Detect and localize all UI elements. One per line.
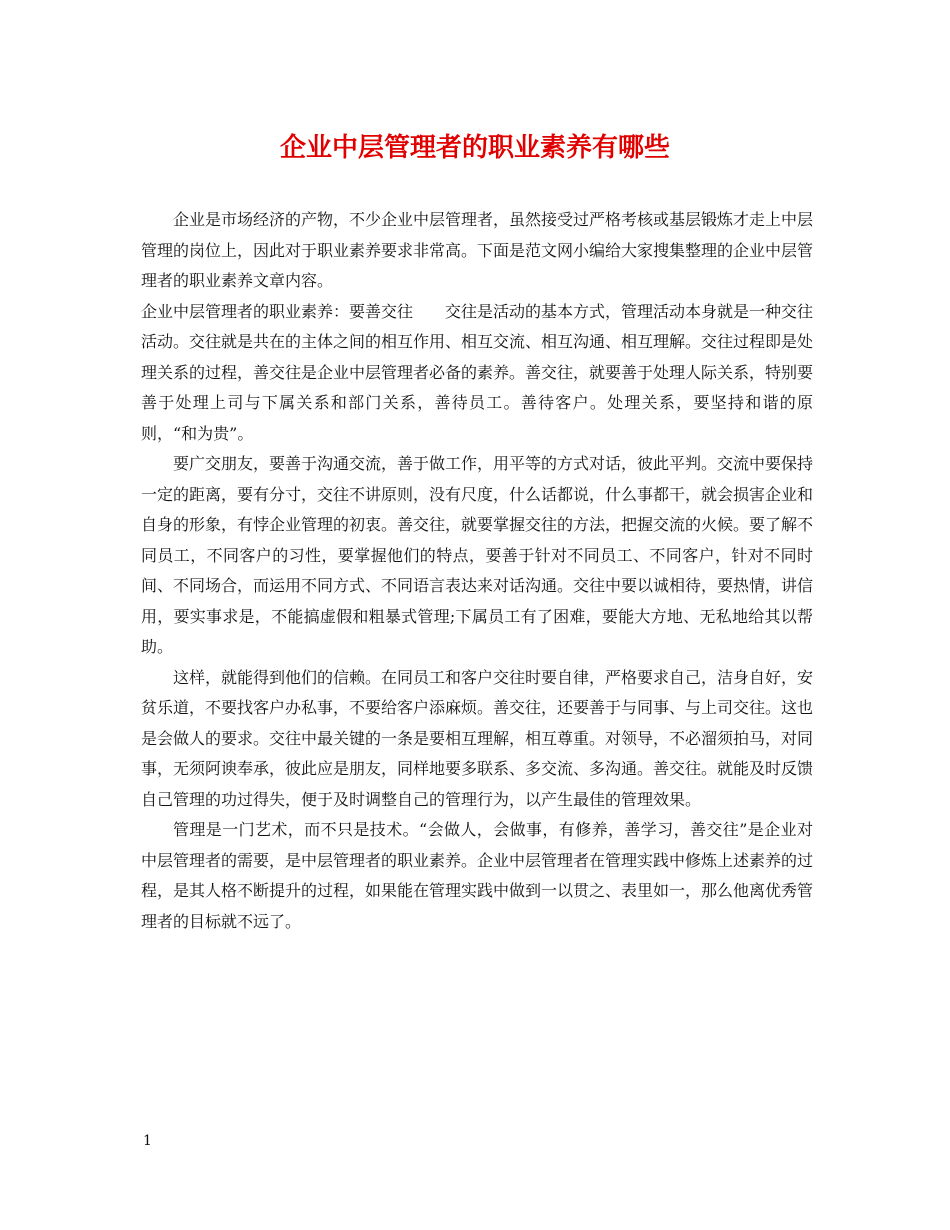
paragraph-conclusion: 管理是一门艺术，而不只是技术。“会做人，会做事，有修养，善学习，善交往”是企业对中层管理者的需要，是中层管理者的职业素养。企业中层管理者在管理实践中修炼上述素养的过程，是其人格不断提升的过程，如果能在管理实践中做到一以贯之、表里如一，那么他离优秀管理者的目标就不远了。	[141, 820, 814, 931]
paragraph-intro: 企业是市场经济的产物，不少企业中层管理者，虽然接受过严格考核或基层锻炼才走上中层管理的岗位上，因此对于职业素养要求非常高。下面是范文网小编给大家搜集整理的企业中层管理者的职业素养文章内容。	[141, 210, 814, 290]
paragraph-trust: 这样，就能得到他们的信赖。在同员工和客户交往时要自律，严格要求自己，洁身自好，安贫乐道，不要找客户办私事，不要给客户添麻烦。善交往，还要善于与同事、与上司交往。这也是会做人的要求。交往中最关键的一条是要相互理解，相互尊重。对领导，不必溜须拍马，对同事，无须阿谀奉承，彼此应是朋友，同样地要多联系、多交流、多沟通。善交往。就能及时反馈自己管理的功过得失，便于及时调整自己的管理行为，以产生最佳的管理效果。	[141, 667, 814, 809]
document-body	[141, 205, 813, 937]
paragraph-section-heading: 企业中层管理者的职业素养：要善交往 交往是活动的基本方式，管理活动本身就是一种交往活动。交往就是共在的主体之间的相互作用、相互交流、相互沟通、相互理解。交往过程即是处理关系的过程，善交往是企业中层管理者必备的素养。善交往，就要善于处理人际关系，特别要善于处理上司与下属关系和部门关系，善待员工。善待客户。处理关系，要坚持和谐的原则，“和为贵”。	[141, 301, 814, 443]
document-title: 企业中层管理者的职业素养有哪些	[279, 133, 670, 163]
page-number: 1	[143, 1133, 152, 1149]
paragraph-communication: 要广交朋友，要善于沟通交流，善于做工作，用平等的方式对话，彼此平判。交流中要保持一定的距离，要有分寸，交往不讲原则，没有尺度，什么话都说，什么事都干，就会损害企业和自身的形象，有悖企业管理的初衷。善交往，就要掌握交往的方法，把握交流的火候。要了解不同员工，不同客户的习性，要掌握他们的特点，要善于针对不同员工、不同客户，针对不同时间、不同场合，而运用不同方式、不同语言表达来对话沟通。交往中要以诚相待，要热情，讲信用，要实事求是，不能搞虚假和粗暴式管理;下属员工有了困难，要能大方地、无私地给其以帮助。	[141, 454, 814, 656]
